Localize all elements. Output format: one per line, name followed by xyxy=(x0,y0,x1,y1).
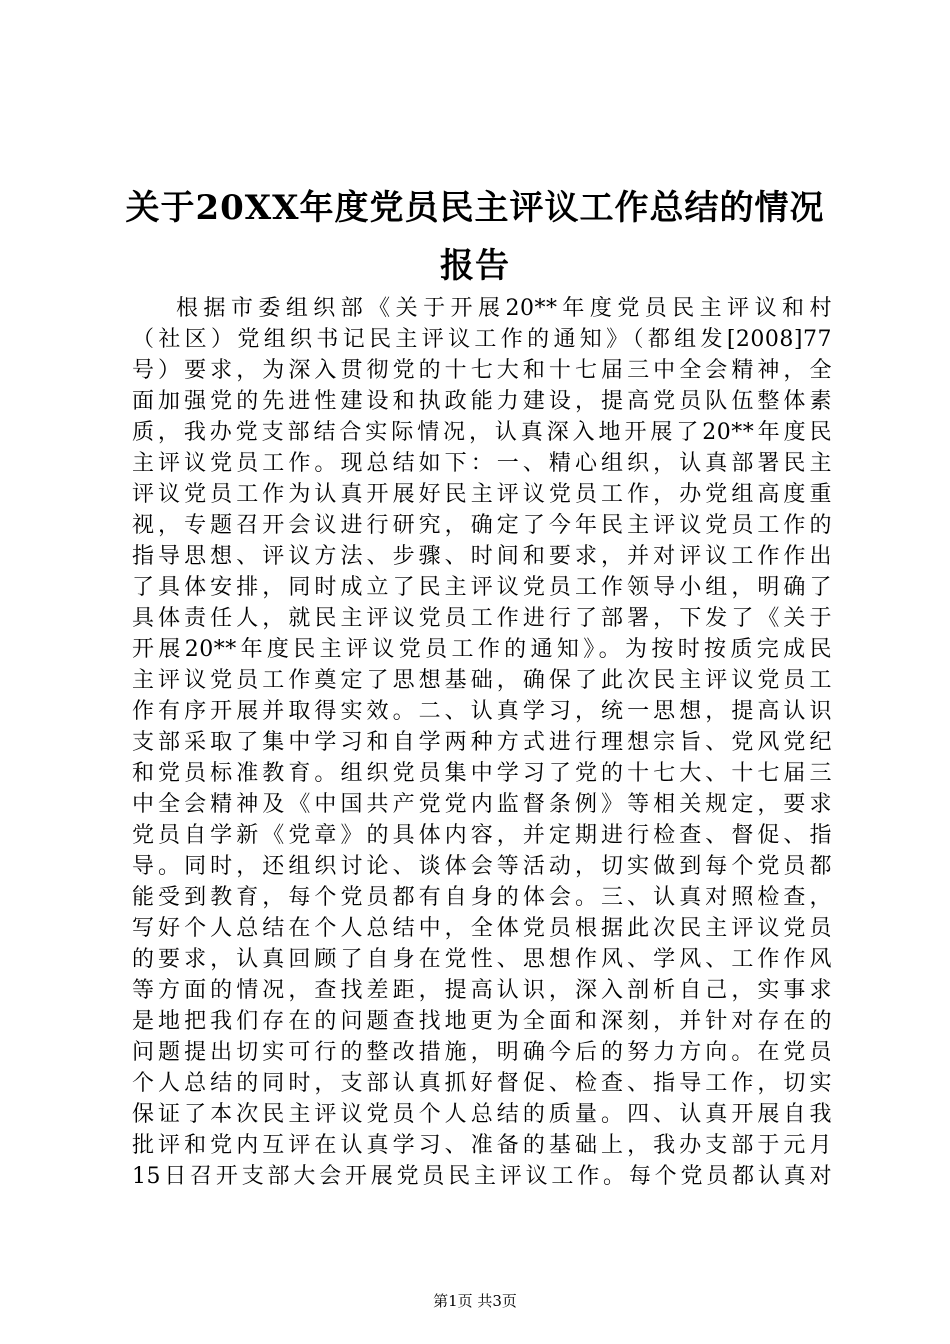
body-line: 了具体安排，同时成立了民主评议党员工作领导小组，明确了 xyxy=(132,575,832,600)
body-line: 主评议党员工作奠定了思想基础，确保了此次民主评议党员工 xyxy=(132,668,832,693)
body-line: 问题提出切实可行的整改措施，明确今后的努力方向。在党员 xyxy=(132,1040,832,1065)
document-body xyxy=(132,293,832,1192)
body-line: 的要求，认真回顾了自身在党性、思想作风、学风、工作作风 xyxy=(132,947,832,972)
body-line: 面加强党的先进性建设和执政能力建设，提高党员队伍整体素 xyxy=(132,389,832,414)
body-line: 具体责任人，就民主评议党员工作进行了部署，下发了《关于 xyxy=(132,606,832,631)
body-line: 开展20**年度民主评议党员工作的通知》。为按时按质完成民 xyxy=(132,637,832,662)
body-line: 中全会精神及《中国共产党党内监督条例》等相关规定，要求 xyxy=(132,792,832,817)
body-line: 个人总结的同时，支部认真抓好督促、检查、指导工作，切实 xyxy=(132,1071,832,1096)
body-line: 15日召开支部大会开展党员民主评议工作。每个党员都认真对 xyxy=(132,1164,832,1189)
body-line: 批评和党内互评在认真学习、准备的基础上，我办支部于元月 xyxy=(132,1133,832,1158)
document-title-line-2: 报告 xyxy=(440,246,510,286)
body-line: 能受到教育，每个党员都有自身的体会。三、认真对照检查， xyxy=(132,885,832,910)
body-line: 主评议党员工作。现总结如下：一、精心组织，认真部署民主 xyxy=(132,451,832,476)
body-line: 党员自学新《党章》的具体内容，并定期进行检查、督促、指 xyxy=(132,823,832,848)
body-line: 视，专题召开会议进行研究，确定了今年民主评议党员工作的 xyxy=(132,513,832,538)
body-line: 指导思想、评议方法、步骤、时间和要求，并对评议工作作出 xyxy=(132,544,832,569)
body-line: 等方面的情况，查找差距，提高认识，深入剖析自己，实事求 xyxy=(132,978,832,1003)
body-line: 作有序开展并取得实效。二、认真学习，统一思想，提高认识 xyxy=(132,699,832,724)
body-line: 导。同时，还组织讨论、谈体会等活动，切实做到每个党员都 xyxy=(132,854,832,879)
body-line: 写好个人总结在个人总结中，全体党员根据此次民主评议党员 xyxy=(132,916,832,941)
body-line: 是地把我们存在的问题查找地更为全面和深刻，并针对存在的 xyxy=(132,1009,832,1034)
body-line: （社区）党组织书记民主评议工作的通知》（都组发[2008]77 xyxy=(132,327,832,352)
body-line: 根据市委组织部《关于开展20**年度党员民主评议和村 xyxy=(176,296,832,321)
body-line: 评议党员工作为认真开展好民主评议党员工作，办党组高度重 xyxy=(132,482,832,507)
page-number-footer: 第1页 共3页 xyxy=(433,1292,517,1310)
body-line: 支部采取了集中学习和自学两种方式进行理想宗旨、党风党纪 xyxy=(132,730,832,755)
body-line: 保证了本次民主评议党员个人总结的质量。四、认真开展自我 xyxy=(132,1102,832,1127)
body-line: 号）要求，为深入贯彻党的十七大和十七届三中全会精神，全 xyxy=(132,358,832,383)
body-line: 质，我办党支部结合实际情况，认真深入地开展了20**年度民 xyxy=(132,420,832,445)
document-title-line-1: 关于20XX年度党员民主评议工作总结的情况 xyxy=(125,188,825,228)
body-line: 和党员标准教育。组织党员集中学习了党的十七大、十七届三 xyxy=(132,761,832,786)
